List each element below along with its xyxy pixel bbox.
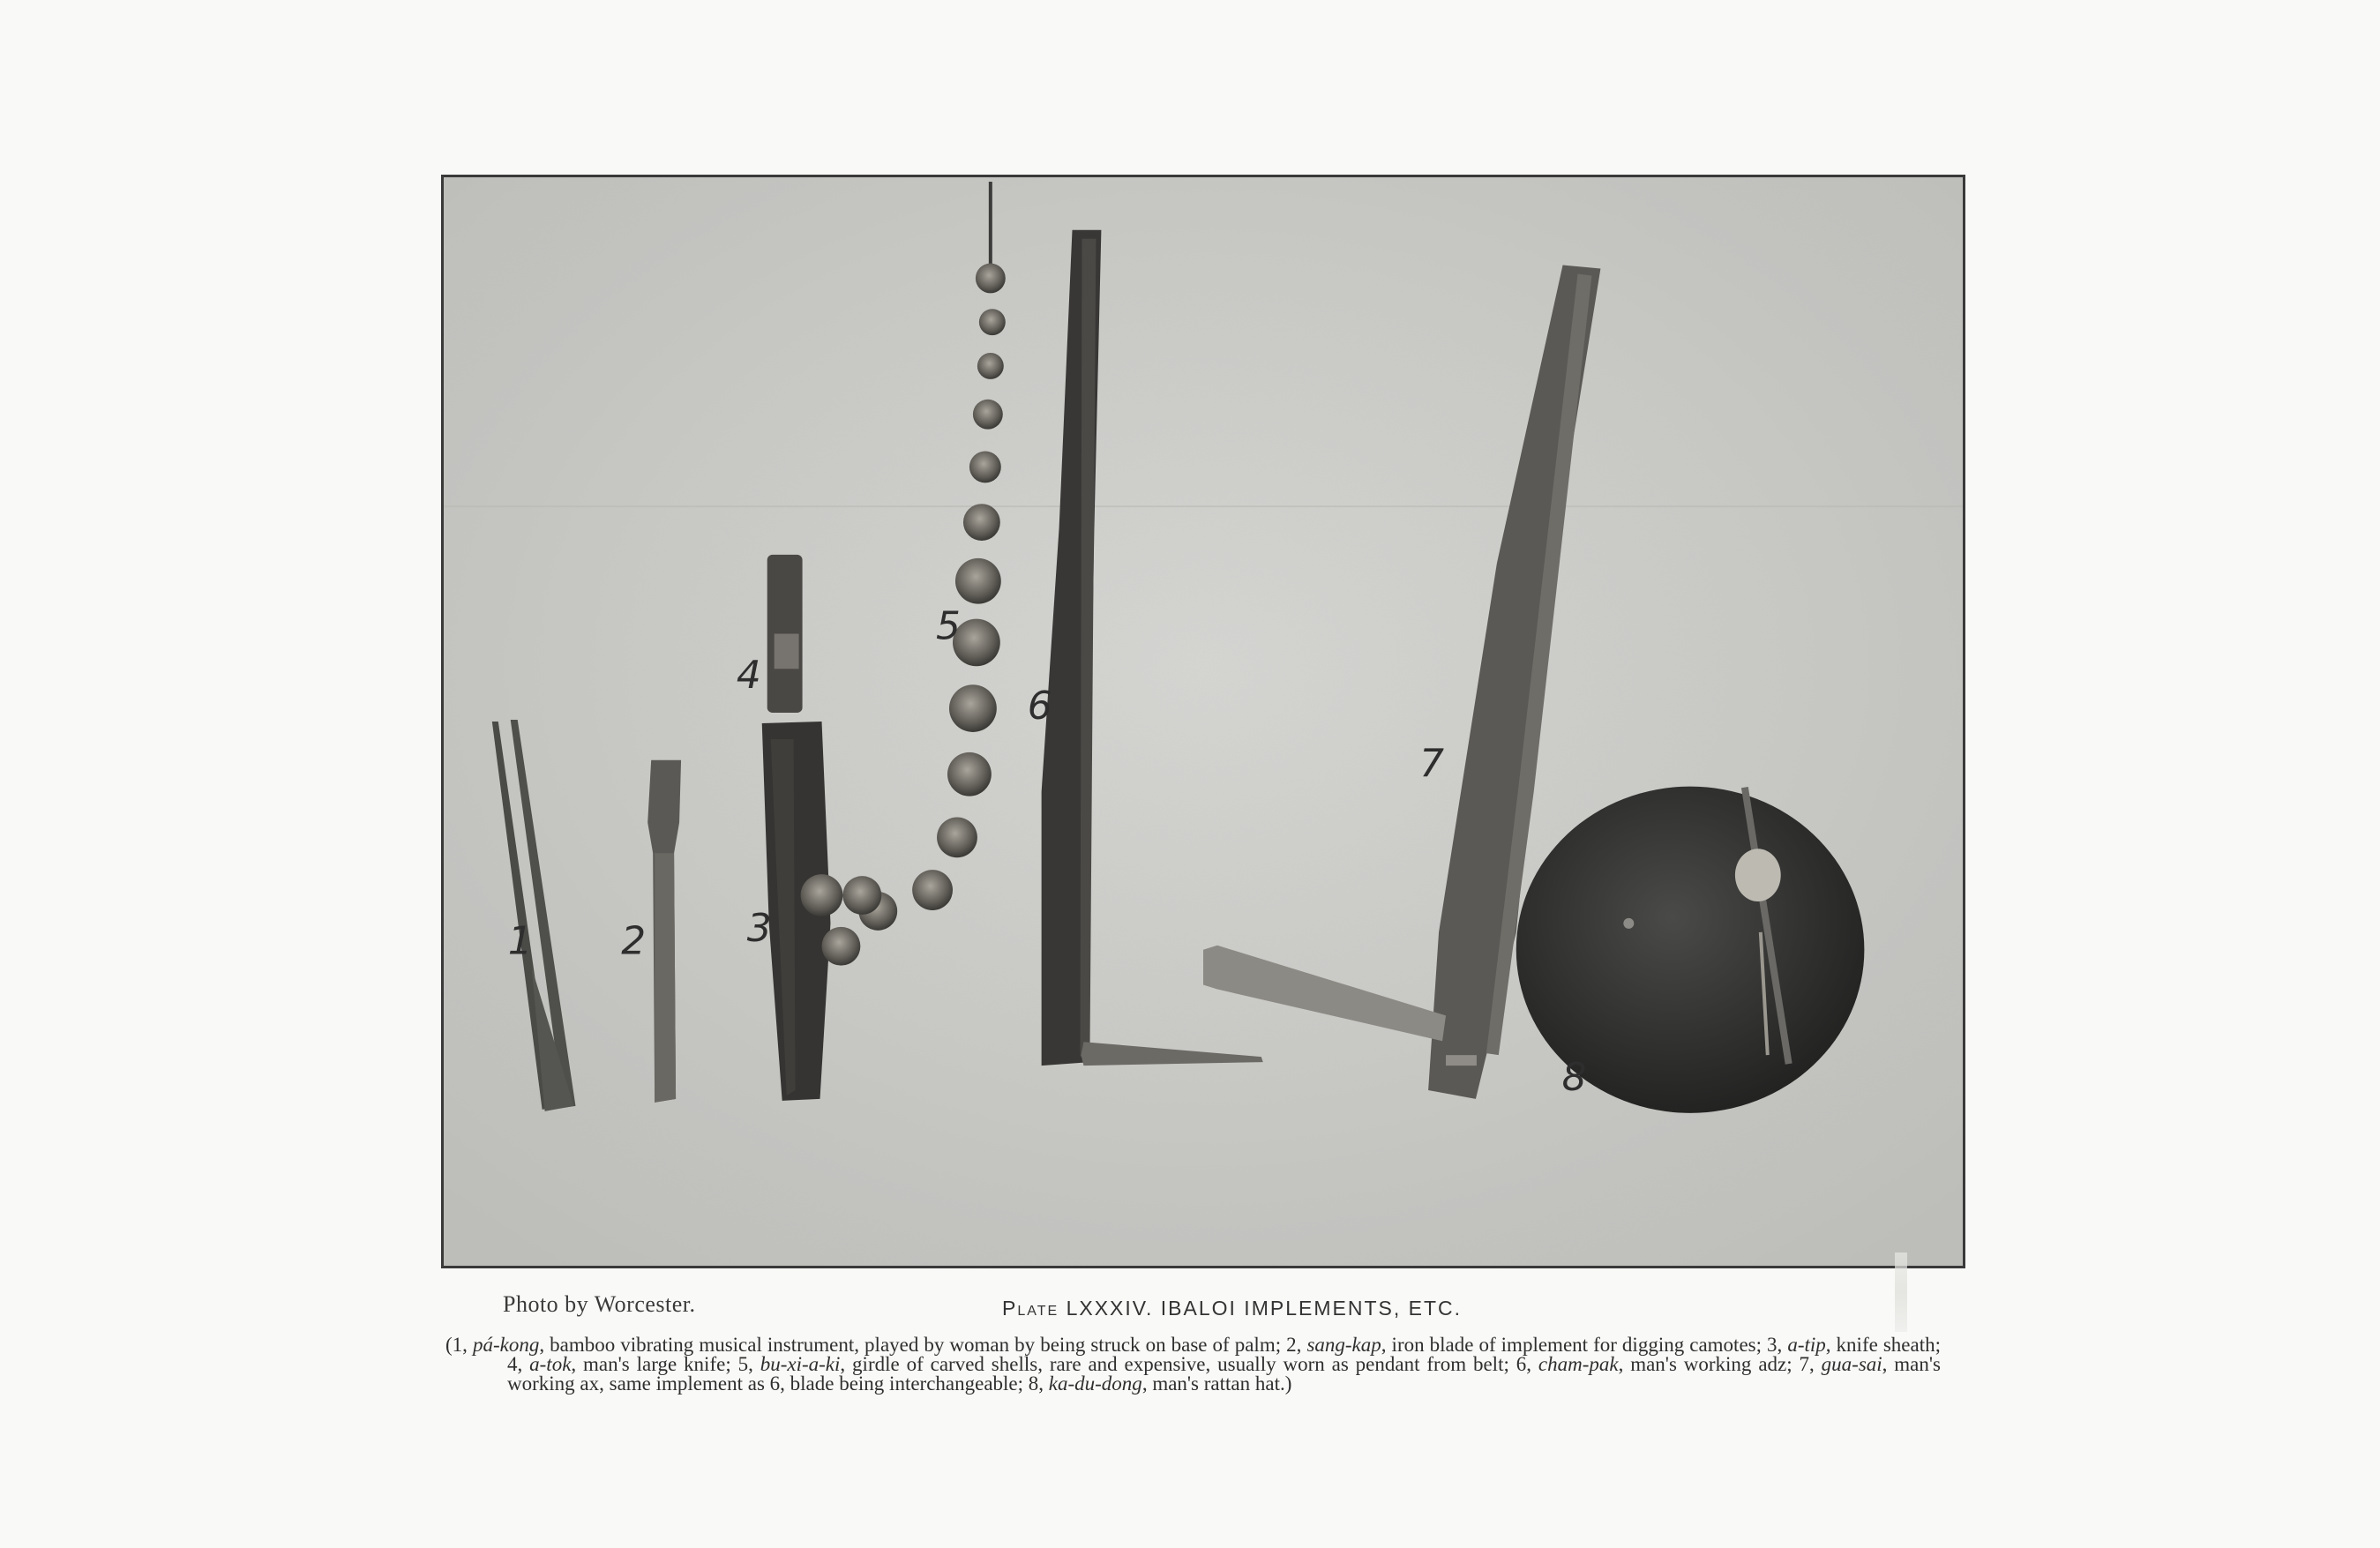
item-4-atok bbox=[767, 555, 803, 713]
implements-photograph bbox=[444, 177, 1963, 1266]
desc-6: , man's working adz; 7, bbox=[1618, 1353, 1822, 1375]
desc-1: , bamboo vibrating musical instrument, played by woman by being struck on base of palm; 2, bbox=[539, 1334, 1307, 1356]
term-3: a-tip bbox=[1787, 1334, 1826, 1356]
label-7: 7 bbox=[1419, 741, 1445, 787]
plate-caption bbox=[445, 1335, 1941, 1394]
photo-credit: Photo by Worcester. bbox=[503, 1291, 696, 1317]
term-8: ka-du-dong bbox=[1048, 1372, 1142, 1395]
label-6: 6 bbox=[1027, 684, 1052, 729]
scan-artifact bbox=[1895, 1253, 1907, 1332]
label-4: 4 bbox=[736, 653, 761, 699]
term-1: pá-kong bbox=[472, 1334, 540, 1356]
caption-paragraph bbox=[445, 1335, 1941, 1394]
desc-5: , girdle of carved shells, rare and expensive, usually worn as pendant from belt; 6, bbox=[840, 1353, 1538, 1375]
plate-title-prefix: Plate bbox=[1002, 1297, 1059, 1320]
desc-8: , man's rattan hat.) bbox=[1141, 1372, 1292, 1395]
label-5: 5 bbox=[936, 603, 961, 649]
term-5: bu-xi-a-ki bbox=[760, 1353, 841, 1375]
desc-7: , man's working ax, same implement as 6, blade being interchangeable; 8, bbox=[507, 1353, 1941, 1395]
label-1: 1 bbox=[507, 918, 533, 964]
plate-title bbox=[1002, 1297, 1462, 1320]
desc-2: , iron blade of implement for digging camotes; 3, bbox=[1381, 1334, 1788, 1356]
plate-title-text: LXXXIV. IBALOI IMPLEMENTS, ETC. bbox=[1066, 1297, 1463, 1320]
caption-open: (1, bbox=[445, 1334, 473, 1356]
term-6: cham-pak bbox=[1538, 1353, 1619, 1375]
term-4: a-tok bbox=[529, 1353, 572, 1375]
desc-4: , man's large knife; 5, bbox=[571, 1353, 760, 1375]
label-8: 8 bbox=[1561, 1054, 1587, 1100]
photo-plate bbox=[441, 175, 1965, 1268]
term-2: sang-kap bbox=[1306, 1334, 1381, 1356]
term-7: gua-sai bbox=[1821, 1353, 1882, 1375]
desc-3: , knife sheath; 4, bbox=[507, 1334, 1941, 1375]
label-2: 2 bbox=[621, 918, 647, 964]
label-3: 3 bbox=[746, 905, 772, 951]
